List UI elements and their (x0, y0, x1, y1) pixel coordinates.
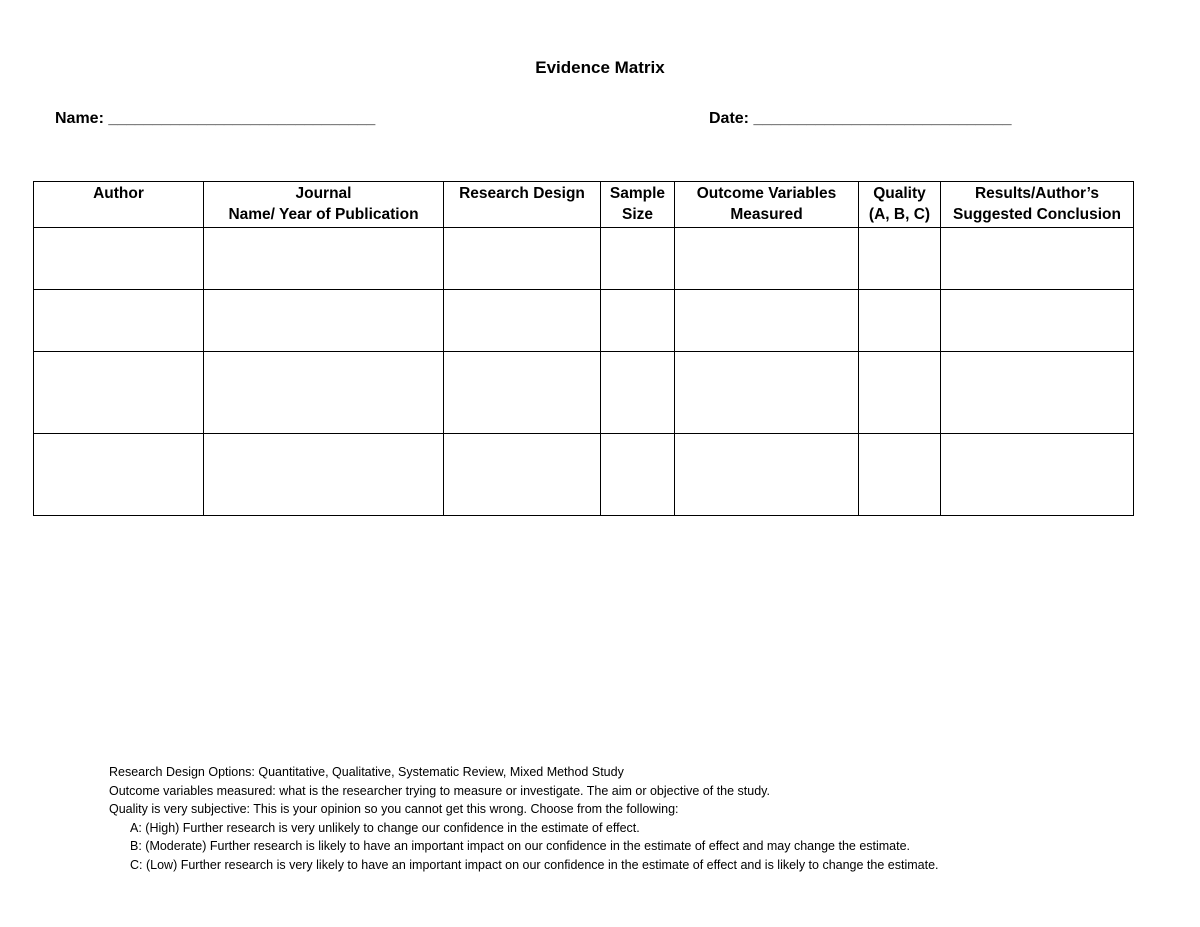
cell-journal[interactable] (204, 352, 444, 434)
cell-outcome-variables[interactable] (675, 434, 859, 516)
cell-outcome-variables[interactable] (675, 228, 859, 290)
document-title: Evidence Matrix (535, 58, 665, 77)
cell-results[interactable] (941, 352, 1134, 434)
cell-journal[interactable] (204, 434, 444, 516)
cell-journal[interactable] (204, 290, 444, 352)
note-grade-b: B: (Moderate) Further research is likely to have an important impact on our confidence in the estimate of effect and may change the estimate. (130, 839, 911, 853)
cell-results[interactable] (941, 228, 1134, 290)
cell-sample-size[interactable] (601, 352, 675, 434)
header-journal-line2: Name/ Year of Publication (228, 206, 419, 223)
header-quality (859, 182, 941, 228)
cell-quality[interactable] (859, 228, 941, 290)
header-results-line1: Results/Author’s (974, 185, 1099, 202)
header-sample-size-line1: Sample (609, 185, 666, 202)
header-quality-line1: Quality (873, 185, 926, 202)
cell-research-design[interactable] (444, 352, 601, 434)
header-journal-line1: Journal (295, 185, 352, 202)
cell-author[interactable] (34, 352, 204, 434)
table-header-row (34, 182, 1134, 228)
header-author-line1: Author (93, 185, 144, 202)
header-outcome-variables-line1: Outcome Variables (696, 185, 837, 202)
header-sample-size (601, 182, 675, 228)
cell-sample-size[interactable] (601, 434, 675, 516)
note-grade-c: C: (Low) Further research is very likely to have an important impact on our confidence in the estimate of effect and is likely to change the estimate. (130, 857, 939, 872)
cell-research-design[interactable] (444, 434, 601, 516)
note-research-design: Research Design Options: Quantitative, Qualitative, Systematic Review, Mixed Method Study (109, 765, 624, 779)
note-quality: Quality is very subjective: This is your opinion so you cannot get this wrong. Choose from the following: (109, 802, 679, 816)
header-journal (204, 182, 444, 228)
cell-quality[interactable] (859, 434, 941, 516)
note-outcome: Outcome variables measured: what is the researcher trying to measure or investigate. The aim or objective of the study. (109, 783, 770, 798)
name-field[interactable]: Name: ______________________________ (55, 110, 376, 127)
cell-results[interactable] (941, 290, 1134, 352)
cell-results[interactable] (941, 434, 1134, 516)
cell-journal[interactable] (204, 228, 444, 290)
header-results (941, 182, 1134, 228)
cell-outcome-variables[interactable] (675, 290, 859, 352)
cell-outcome-variables[interactable] (675, 352, 859, 434)
note-grade-a: A: (High) Further research is very unlikely to change our confidence in the estimate of effect. (130, 820, 640, 835)
cell-research-design[interactable] (444, 228, 601, 290)
header-results-line2: Suggested Conclusion (953, 206, 1121, 223)
cell-research-design[interactable] (444, 290, 601, 352)
table-row (34, 352, 1134, 434)
table-row (34, 228, 1134, 290)
cell-author[interactable] (34, 290, 204, 352)
header-research-design-line1: Research Design (459, 185, 585, 202)
header-research-design (444, 182, 601, 228)
notes-section (109, 763, 939, 874)
cell-author[interactable] (34, 434, 204, 516)
header-author (34, 182, 204, 228)
cell-author[interactable] (34, 228, 204, 290)
header-sample-size-line2: Size (621, 206, 653, 223)
table-row (34, 434, 1134, 516)
table-row (34, 290, 1134, 352)
header-outcome-variables-line2: Measured (730, 206, 803, 223)
header-outcome-variables (675, 182, 859, 228)
cell-quality[interactable] (859, 352, 941, 434)
cell-quality[interactable] (859, 290, 941, 352)
cell-sample-size[interactable] (601, 290, 675, 352)
date-field[interactable]: Date: _____________________________ (709, 110, 1012, 127)
cell-sample-size[interactable] (601, 228, 675, 290)
evidence-matrix-table (33, 181, 1134, 516)
header-quality-line2: (A, B, C) (868, 206, 931, 223)
